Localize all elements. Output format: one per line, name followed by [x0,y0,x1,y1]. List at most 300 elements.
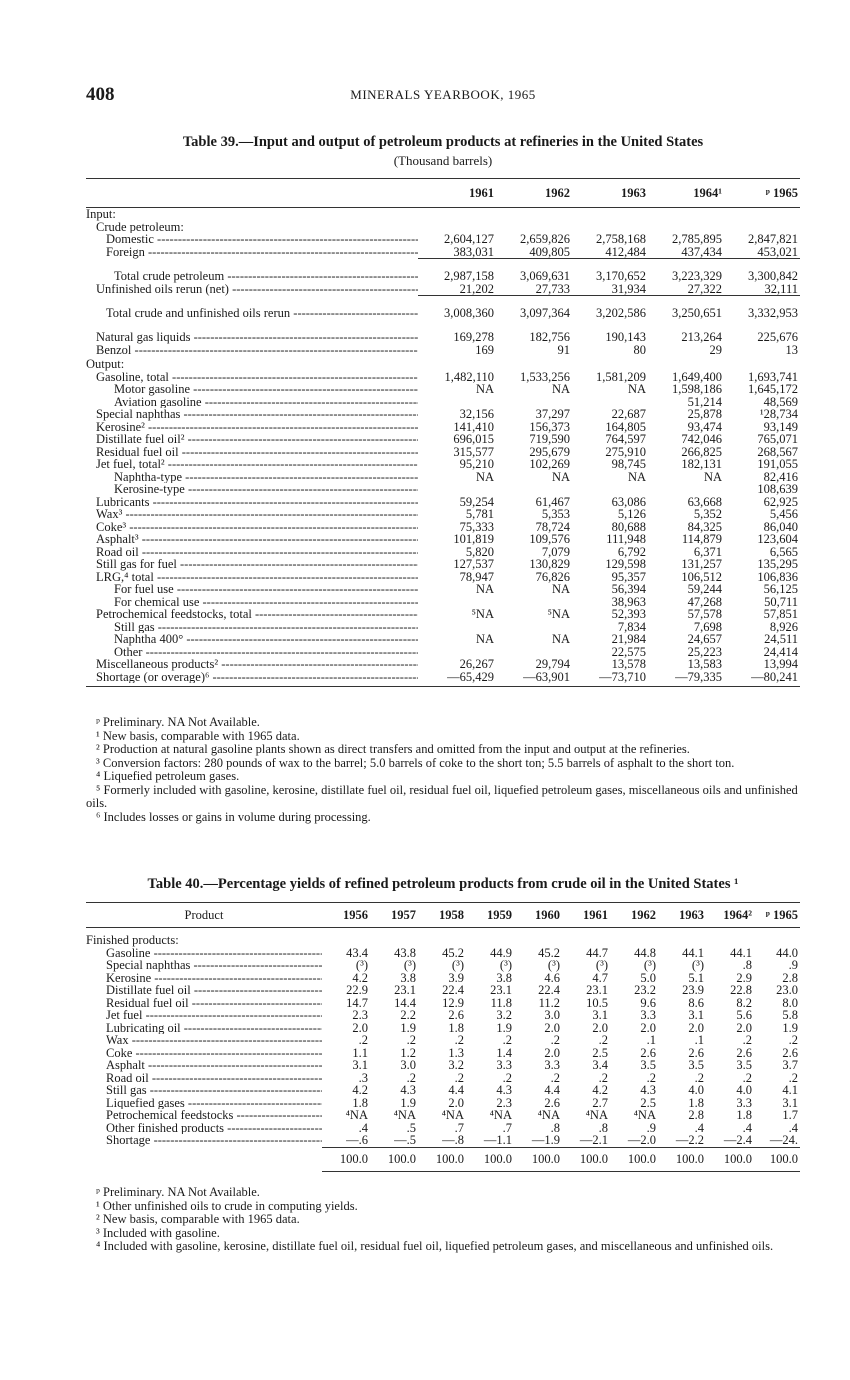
cell-value: 2.0 [592,1020,608,1035]
cell-value: 5,352 [693,507,722,521]
cell-value: .2 [598,1033,608,1047]
cell-value: 59,244 [687,582,722,596]
cell-value: 3.2 [496,1008,512,1022]
table39-row [86,296,800,320]
cell-value [572,356,648,371]
cell-value: 5.8 [782,1008,798,1022]
row-label: Wax³ ----- [86,508,418,521]
total-value: 100.0 [610,1147,658,1171]
cell-value: NA [475,632,494,646]
cell-value: 11.8 [490,995,512,1010]
table40-header-row [86,903,800,928]
cell-value: .2 [788,1070,798,1085]
cell-value: .1 [694,1033,704,1047]
cell-value: 26,267 [459,657,494,671]
cell-value: .2 [454,1033,464,1047]
cell-value: 13,583 [687,657,722,671]
cell-value: .7 [454,1120,464,1135]
cell-value: 93,149 [763,419,798,434]
cell-value: 2,987,158 [418,259,496,283]
cell-value: 3.8 [496,970,512,985]
cell-value: 742,046 [681,432,722,446]
cell-value: 109,576 [529,532,570,546]
cell-value: 2.0 [448,1095,464,1110]
row-label: Gasoline, total ----- [86,371,418,384]
cell-value: 4.3 [400,1083,416,1097]
cell-value: 1,533,256 [520,369,570,384]
cell-value: .4 [358,1120,368,1135]
cell-value: 98,745 [611,457,646,471]
row-label: For fuel use ----- [86,583,418,596]
table40-footnote: ² New basis, comparable with 1965 data. [96,1212,300,1226]
cell-value: 437,434 [681,244,722,259]
cell-value: —79,335 [675,669,722,684]
cell-value: 3.1 [782,1095,798,1110]
cell-value: 61,467 [535,494,570,509]
cell-value: NA [475,469,494,484]
cell-value: 48,569 [763,394,798,409]
row-label: Shortage (or overage)⁶ ----- [86,671,418,684]
row-label: For chemical use ----- [86,596,418,609]
cell-value: (³) [643,958,656,972]
table39-row [86,471,800,484]
cell-value: 43.4 [346,945,368,960]
cell-value: 4.3 [496,1083,512,1097]
row-label: Gasoline ----- [86,947,322,960]
cell-value: 3.9 [448,970,464,985]
cell-value: 5.6 [736,1008,752,1022]
row-label: LRG,⁴ total ----- [86,571,418,584]
cell-value: 1.8 [448,1020,464,1035]
cell-value: 44.9 [490,945,512,960]
cell-value: 3.1 [688,1008,704,1022]
cell-value: —.6 [346,1133,368,1147]
cell-value: 86,040 [763,519,798,534]
table39-row [86,259,800,283]
row-label: Natural gas liquids ----- [86,320,418,344]
cell-value: 1.7 [782,1108,798,1122]
table39-footnote: ⁶ Includes losses or gains in volume during processing. [96,809,371,824]
cell-value [648,483,724,496]
cell-value: 10.5 [586,995,608,1010]
cell-value: 21,984 [611,632,646,646]
cell-value: 59,254 [459,494,494,509]
table39-row [86,383,800,396]
cell-value: —73,710 [599,669,646,684]
cell-value: 31,934 [611,281,646,296]
cell-value: 23.2 [634,983,656,997]
total-value: 100.0 [322,1147,370,1171]
row-label: Asphalt ----- [86,1059,322,1072]
cell-value: NA [627,382,646,396]
cell-value: 2,758,168 [596,232,646,246]
row-label: Distillate fuel oil ----- [86,984,322,997]
cell-value: 25,223 [687,644,722,659]
row-label: Special naphthas ----- [86,408,418,421]
cell-value: 25,878 [687,407,722,421]
cell-value: 1,649,400 [672,369,722,384]
cell-value: 3.5 [688,1058,704,1072]
row-label: Residual fuel oil ----- [86,446,418,459]
cell-value: ⁴NA [489,1108,512,1122]
cell-value: 108,639 [757,482,798,496]
table40-footnotes [86,1186,800,1254]
cell-value: (³) [691,958,704,972]
cell-value: ⁵NA [547,607,570,621]
cell-value: 44.0 [776,945,798,960]
cell-value: (³) [595,958,608,972]
cell-value: 1,645,172 [748,382,798,396]
cell-value: .8 [550,1120,560,1135]
cell-value: 57,578 [687,607,722,621]
row-label: Shortage ----- [86,1134,322,1147]
cell-value: 80 [633,342,646,357]
total-value: 100.0 [370,1147,418,1171]
cell-value: 91 [557,342,570,357]
cell-value: 1,598,186 [672,382,722,396]
row-label: Lubricants ----- [86,496,418,509]
cell-value: NA [551,582,570,596]
cell-value: 1.3 [448,1045,464,1060]
table40-column-header: 1964² [706,903,754,928]
table40-footnote: ¹ Other unfinished oils to crude in computing yields. [96,1198,358,1213]
cell-value: 3.2 [448,1058,464,1072]
cell-value: 62,925 [763,494,798,509]
row-label: Miscellaneous products² ----- [86,658,418,671]
row-label: Unfinished oils rerun (net) ----- [86,283,418,296]
table39-column-header: ᵖ 1965 [724,179,800,208]
cell-value: 38,963 [611,594,646,609]
cell-value: .3 [358,1070,368,1085]
cell-value: 23.0 [776,983,798,997]
cell-value: 135,295 [757,557,798,571]
table39-column-header: 1962 [496,179,572,208]
table40-column-header: 1962 [610,903,658,928]
cell-value: 315,577 [453,444,494,459]
table40-column-header: ᵖ 1965 [754,903,800,928]
cell-value: 131,257 [681,557,722,571]
cell-value: 2.2 [400,1008,416,1022]
cell-value: 190,143 [605,330,646,344]
cell-value: 182,756 [529,330,570,344]
cell-value: 2.0 [352,1020,368,1035]
cell-value: —80,241 [751,669,798,684]
cell-value: 44.7 [586,945,608,960]
cell-value: 2.0 [544,1020,560,1035]
cell-value: 4.2 [352,970,368,985]
table39-row [86,233,800,246]
cell-value: —.8 [442,1133,464,1147]
cell-value: 225,676 [757,330,798,344]
cell-value: 93,474 [687,419,722,434]
row-label: Naphtha-type ----- [86,471,418,484]
cell-value: 182,131 [681,457,722,471]
cell-value: 3,250,651 [648,296,724,320]
table40-row [86,1034,800,1047]
cell-value: 169,278 [453,330,494,344]
total-value: 100.0 [562,1147,610,1171]
cell-value: 1.8 [352,1095,368,1110]
cell-value: .8 [742,958,752,972]
cell-value: 5,126 [617,507,646,521]
cell-value: .2 [454,1070,464,1085]
table39-row [86,208,800,221]
cell-value: 4.2 [592,1083,608,1097]
total-value: 100.0 [658,1147,706,1171]
cell-value: 23.1 [586,983,608,997]
table39 [86,178,800,687]
table40-section-row [86,928,800,947]
cell-value: 3.3 [496,1058,512,1072]
cell-value: 7,834 [617,619,646,634]
cell-value: 56,125 [763,582,798,596]
table40-column-header: 1956 [322,903,370,928]
cell-value: (³) [355,958,368,972]
cell-value: NA [551,469,570,484]
cell-value: 11.2 [538,995,560,1010]
cell-value: 50,711 [764,594,798,609]
row-label: Domestic ----- [86,233,418,246]
cell-value: 14.4 [394,995,416,1010]
table39-row [86,433,800,446]
table40-column-header: 1960 [514,903,562,928]
cell-value: .9 [788,958,798,972]
row-label: Other ----- [86,646,418,659]
cell-value: 2.6 [736,1045,752,1060]
cell-value: .2 [406,1070,416,1085]
cell-value: 4.6 [544,970,560,985]
row-label: Wax ----- [86,1034,322,1047]
table39-row [86,483,800,496]
cell-value: 27,733 [535,281,570,296]
cell-value: 129,598 [605,557,646,571]
cell-value: 32,156 [459,407,494,421]
cell-value: 123,604 [757,532,798,546]
cell-value: 102,269 [529,457,570,471]
cell-value: 56,394 [611,582,646,596]
cell-value: 44.1 [730,945,752,960]
cell-value: 63,668 [687,494,722,509]
cell-value: .2 [598,1070,608,1085]
row-label: Kerosine² ----- [86,421,418,434]
table40-column-header: 1958 [418,903,466,928]
cell-value: 27,322 [687,281,722,296]
cell-value: 5.1 [688,970,704,985]
row-label: Other finished products ----- [86,1122,322,1135]
cell-value: (³) [403,958,416,972]
cell-value: 169 [475,342,494,357]
cell-value: 1,581,209 [596,369,646,384]
cell-value: 2.6 [640,1045,656,1060]
table39-footnote: ² Production at natural gasoline plants shown as direct transfers and omitted from the input and output at the refineries. [96,742,690,756]
cell-value: 1,482,110 [444,369,494,384]
table39-row [86,320,800,344]
cell-value: 191,055 [757,457,798,471]
table39-row [86,246,800,259]
table39-column-header: 1963 [572,179,648,208]
cell-value: .2 [742,1033,752,1047]
row-label: Distillate fuel oil² ----- [86,433,418,446]
row-label: Special naphthas ----- [86,959,322,972]
cell-value [572,483,648,496]
cell-value: 4.0 [736,1083,752,1097]
cell-value: 4.1 [782,1083,798,1097]
cell-value: 266,825 [681,444,722,459]
table39-footnote: ³ Conversion factors: 280 pounds of wax to the barrel; 5.0 barrels of coke to the short ton; 5.5 barrels of asphalt to the short ton. [96,755,735,770]
row-label: Jet fuel, total² ----- [86,458,418,471]
cell-value: .2 [742,1070,752,1085]
cell-value: 80,688 [611,519,646,534]
table40-column-header: 1963 [658,903,706,928]
table40-column-header: 1957 [370,903,418,928]
cell-value: NA [627,469,646,484]
cell-value: 12.9 [442,995,464,1010]
row-label: Lubricating oil ----- [86,1022,322,1035]
cell-value: 1.9 [400,1095,416,1110]
cell-value: .8 [598,1120,608,1135]
cell-value: 57,851 [763,607,798,621]
table39-row [86,408,800,421]
cell-value: —2.0 [627,1133,656,1147]
row-label: Total crude petroleum ----- [86,259,418,283]
cell-value: 2,785,895 [672,232,722,246]
cell-value: 3,008,360 [418,296,496,320]
table39-row [86,583,800,596]
cell-value: 22.9 [346,983,368,997]
row-label: Coke ----- [86,1047,322,1060]
cell-value [418,483,496,496]
table39-title: Table 39.—Input and output of petroleum products at refineries in the United States [182,134,704,150]
cell-value: (³) [547,958,560,972]
cell-value: 82,416 [763,469,798,484]
cell-value: 24,657 [687,632,722,646]
table40-row [86,1109,800,1122]
row-label: Asphalt³ ----- [86,533,418,546]
total-value: 100.0 [466,1147,514,1171]
cell-value: 2.6 [544,1095,560,1110]
cell-value: 4.2 [352,1083,368,1097]
cell-value: ⁴NA [393,1108,416,1122]
table39-column-header: 1961 [418,179,496,208]
cell-value [648,208,724,221]
cell-value: NA [703,469,722,484]
table39-row [86,458,800,471]
table39-row [86,344,800,357]
cell-value: 3,223,329 [648,259,724,283]
table39-row [86,356,800,371]
cell-value: 22,575 [611,644,646,659]
cell-value: 2.3 [352,1008,368,1022]
cell-value: 22.4 [442,983,464,997]
cell-value: ⁵NA [471,607,494,621]
cell-value: .1 [646,1033,656,1047]
cell-value: 156,373 [529,419,570,434]
cell-value: 3.8 [400,970,416,985]
cell-value: 78,724 [535,519,570,534]
table40-footnote: ³ Included with gasoline. [96,1225,220,1240]
cell-value: 8.2 [736,995,752,1010]
cell-value: 106,836 [757,569,798,584]
page-number: 408 [86,84,115,105]
row-label: Still gas ----- [86,1084,322,1097]
cell-value: 3.1 [592,1008,608,1022]
cell-value: 1,693,741 [748,369,798,384]
cell-value: .2 [502,1070,512,1085]
cell-value: .2 [646,1070,656,1085]
cell-value: 5.0 [640,970,656,985]
cell-value: 2.5 [640,1095,656,1110]
cell-value: 383,031 [453,244,494,259]
cell-value: 764,597 [605,432,646,446]
cell-value [418,356,496,371]
cell-value: .2 [502,1033,512,1047]
cell-value: 45.2 [442,945,464,960]
table39-row [86,608,800,621]
cell-value: 13,578 [611,657,646,671]
table39-subtitle: (Thousand barrels) [393,153,493,168]
cell-value [572,208,648,221]
row-label: Kerosine ----- [86,972,322,985]
cell-value: 3.3 [544,1058,560,1072]
cell-value: NA [475,582,494,596]
table40-total-row [86,1147,800,1171]
table39-footnote: ᵖ Preliminary. NA Not Available. [96,715,260,729]
cell-value: 3.3 [736,1095,752,1110]
cell-value: 1.9 [782,1020,798,1035]
cell-value: 29 [709,342,722,357]
cell-value: 1.8 [688,1095,704,1110]
cell-value: 453,021 [757,244,798,259]
cell-value: 3.5 [640,1058,656,1072]
cell-value: 2.0 [640,1020,656,1035]
table40-title: Table 40.—Percentage yields of refined petroleum products from crude oil in the United States ¹ [147,876,739,892]
cell-value: 47,268 [687,594,722,609]
cell-value: 2.9 [736,970,752,985]
cell-value: .4 [694,1120,704,1135]
row-label: Benzol ----- [86,344,418,357]
cell-value: 3.7 [782,1058,798,1072]
cell-value: 9.6 [640,995,656,1010]
cell-value: 3.4 [592,1058,608,1072]
cell-value: 21,202 [459,281,494,296]
row-label: Road oil ----- [86,546,418,559]
cell-value: 111,948 [606,532,646,546]
cell-value: 1.4 [496,1045,512,1060]
cell-value: .2 [788,1033,798,1047]
cell-value: 8.0 [782,995,798,1010]
cell-value: .2 [358,1033,368,1047]
table40-column-header: 1959 [466,903,514,928]
cell-value: 43.8 [394,945,416,960]
cell-value: 2.0 [544,1045,560,1060]
cell-value [724,356,800,371]
section-label: Finished products: [86,933,179,947]
table39-row [86,671,800,684]
table39-row [86,633,800,646]
cell-value: ⁴NA [345,1108,368,1122]
cell-value [724,208,800,221]
table39-row [86,283,800,296]
row-label: Aviation gasoline ----- [86,396,418,409]
cell-value: 4.0 [688,1083,704,1097]
total-value: 100.0 [514,1147,562,1171]
cell-value: 1.1 [352,1045,368,1060]
cell-value: 101,819 [453,532,494,546]
running-title: MINERALS YEARBOOK, 1965 [350,87,536,102]
table40-row [86,1009,800,1022]
cell-value: 24,511 [764,632,798,646]
cell-value: 13 [785,342,798,357]
